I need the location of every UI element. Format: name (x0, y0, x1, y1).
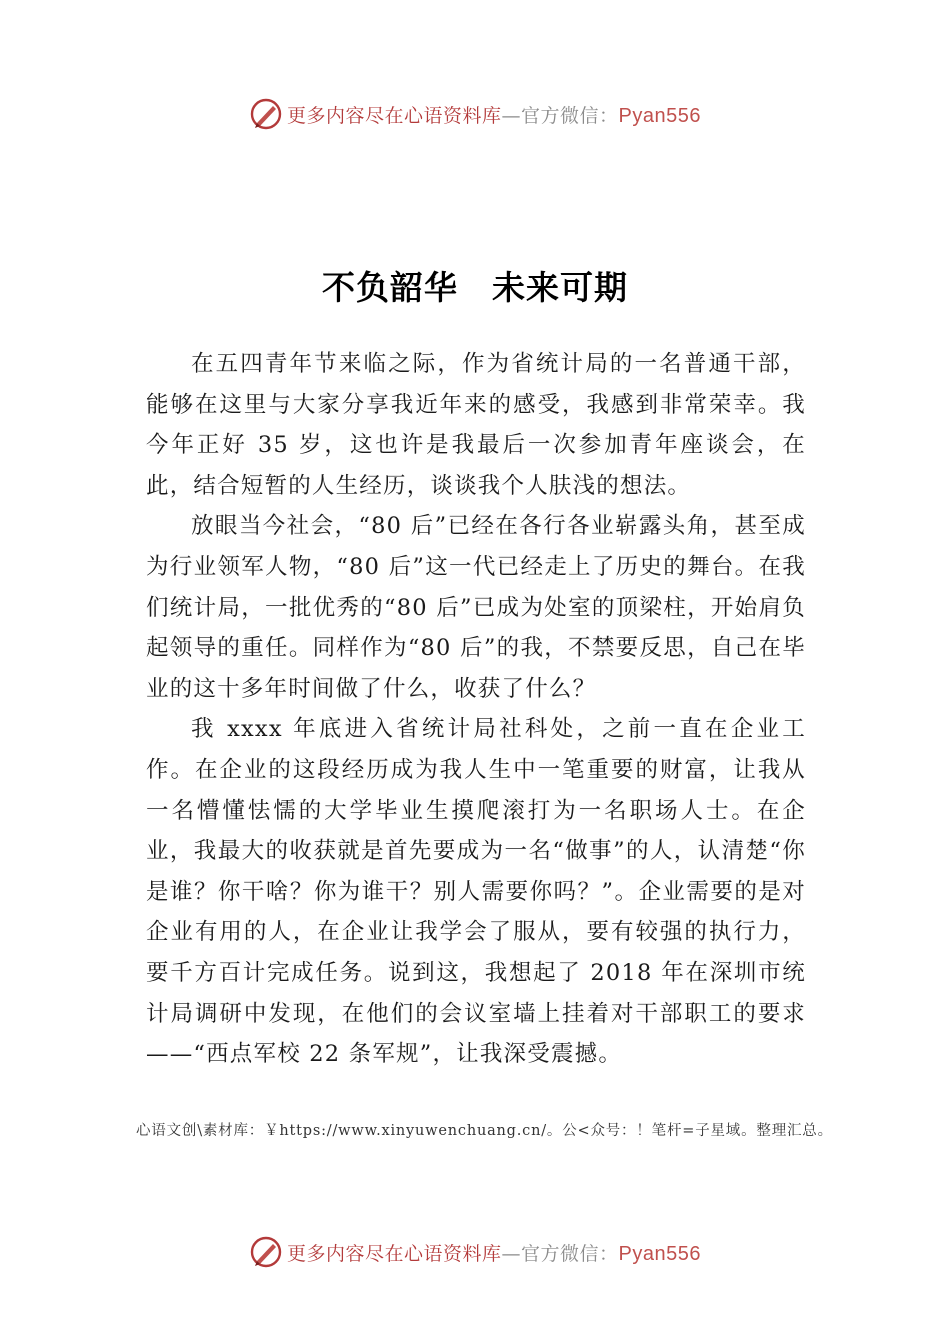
banner-text: 更多内容尽在心语资料库—官方微信：Pyan556 (287, 1242, 701, 1265)
banner-text: 更多内容尽在心语资料库—官方微信：Pyan556 (287, 104, 701, 127)
document-body (146, 344, 806, 1075)
paragraph-3: 我 xxxx 年底进入省统计局社科处，之前一直在企业工作。在企业的这段经历成为我人生中一笔重要的财富，让我从一名懵懂怯懦的大学毕业生摸爬滚打为一名职场人士。在企业，我最大的收获就是首先要成为一名“做事”的人，认清楚“你是谁？你干啥？你为谁干？别人需要你吗？”。企业需要的是对企业有用的人，在企业让我学会了服从，要有较强的执行力，要千方百计完成任务。说到这，我想起了 2018 年在深圳市统计局调研中发现，在他们的会议室墙上挂着对干部职工的要求——“西点军校 22 条军规”，让我深受震撼。 (146, 716, 806, 1068)
pen-logo-icon (249, 97, 283, 131)
paragraph-2: 放眼当今社会，“80 后”已经在各行各业崭露头角，甚至成为行业领军人物，“80 后”这一代已经走上了历史的舞台。在我们统计局，一批优秀的“80 后”已成为处室的顶梁柱，开始肩负起领导的重任。同样作为“80 后”的我，不禁要反思，自己在毕业的这十多年时间做了什么，收获了什么？ (146, 513, 806, 702)
paragraph-1: 在五四青年节来临之际，作为省统计局的一名普通干部，能够在这里与大家分享我近年来的感受，我感到非常荣幸。我今年正好 35 岁，这也许是我最后一次参加青年座谈会，在此，结合短暂的人生经历，谈谈我个人肤浅的想法。 (146, 351, 806, 499)
header-banner (0, 94, 950, 134)
document-title: 不负韶华 未来可期 (322, 268, 628, 307)
pen-logo-icon (249, 1235, 283, 1269)
source-note: 心语文创\素材库：￥https://www.xinyuwenchuang.cn/。公<众号：！笔杆=子星域。整理汇总。 (136, 1123, 833, 1139)
footer-banner (0, 1232, 950, 1272)
